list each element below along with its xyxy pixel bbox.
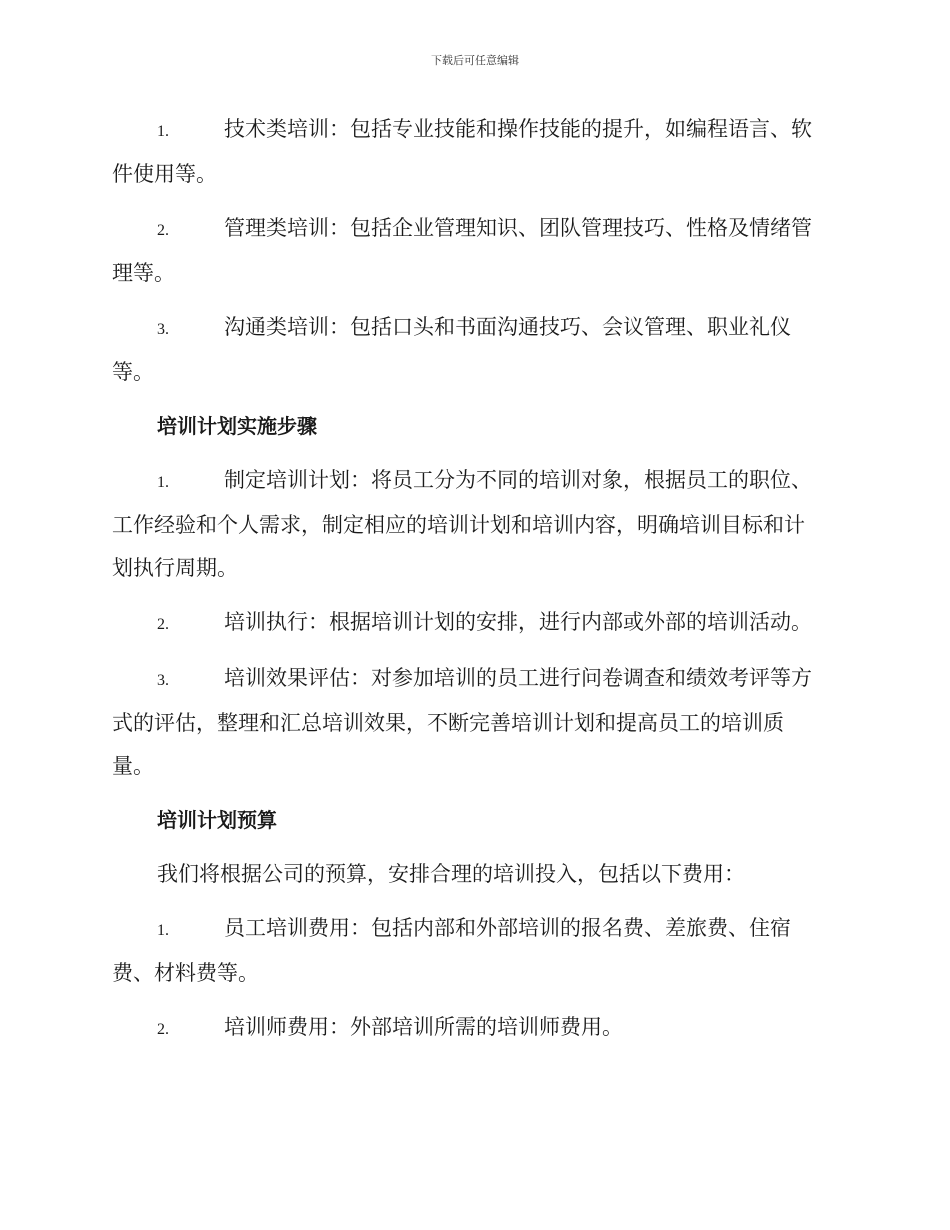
list-number: 3. bbox=[157, 672, 169, 689]
list-number: 1. bbox=[157, 474, 169, 491]
section-heading-implementation-steps: 培训计划实施步骤 bbox=[157, 414, 317, 438]
list-item-management-training bbox=[112, 207, 838, 295]
list-item-trainer-cost bbox=[112, 1006, 838, 1051]
list-number: 1. bbox=[157, 922, 169, 939]
list-text-continuation: 工作经验和个人需求，制定相应的培训计划和培训内容，明确培训目标和计 bbox=[112, 513, 805, 537]
list-text-line: 技术类培训：包括专业技能和操作技能的提升，如编程语言、软 bbox=[224, 117, 812, 141]
list-item-technical-training bbox=[112, 108, 838, 196]
list-text-line: 培训效果评估：对参加培训的员工进行问卷调查和绩效考评等方 bbox=[224, 666, 812, 690]
document-body bbox=[112, 108, 838, 1062]
list-item-employee-cost bbox=[112, 907, 838, 995]
list-item-communication-training bbox=[112, 306, 838, 394]
list-text-continuation: 理等。 bbox=[112, 261, 175, 285]
list-item-make-plan bbox=[112, 459, 838, 590]
list-number: 2. bbox=[157, 616, 169, 633]
list-text-continuation: 件使用等。 bbox=[112, 162, 217, 186]
list-text-line: 管理类培训：包括企业管理知识、团队管理技巧、性格及情绪管 bbox=[224, 216, 812, 240]
budget-intro-paragraph: 我们将根据公司的预算，安排合理的培训投入，包括以下费用： bbox=[157, 862, 745, 886]
list-text-continuation: 量。 bbox=[112, 754, 154, 778]
list-text-continuation: 费、材料费等。 bbox=[112, 961, 259, 985]
list-text-continuation: 式的评估，整理和汇总培训效果，不断完善培训计划和提高员工的培训质 bbox=[112, 711, 784, 735]
list-text-line: 沟通类培训：包括口头和书面沟通技巧、会议管理、职业礼仪 bbox=[224, 315, 791, 339]
list-text-line: 培训执行：根据培训计划的安排，进行内部或外部的培训活动。 bbox=[224, 610, 812, 634]
list-number: 1. bbox=[157, 123, 169, 140]
section-heading-budget: 培训计划预算 bbox=[157, 808, 277, 832]
list-text-line: 培训师费用：外部培训所需的培训师费用。 bbox=[224, 1015, 623, 1039]
list-number: 2. bbox=[157, 1021, 169, 1038]
list-text-continuation: 等。 bbox=[112, 360, 154, 384]
list-text-line: 员工培训费用：包括内部和外部培训的报名费、差旅费、住宿 bbox=[224, 916, 791, 940]
list-item-execute-training bbox=[112, 601, 838, 646]
list-text-continuation: 划执行周期。 bbox=[112, 556, 238, 580]
list-number: 3. bbox=[157, 321, 169, 338]
list-number: 2. bbox=[157, 222, 169, 239]
list-item-evaluate-effect bbox=[112, 657, 838, 788]
page-header: 下载后可任意编辑 bbox=[431, 54, 519, 67]
list-text-line: 制定培训计划：将员工分为不同的培训对象，根据员工的职位、 bbox=[224, 468, 812, 492]
